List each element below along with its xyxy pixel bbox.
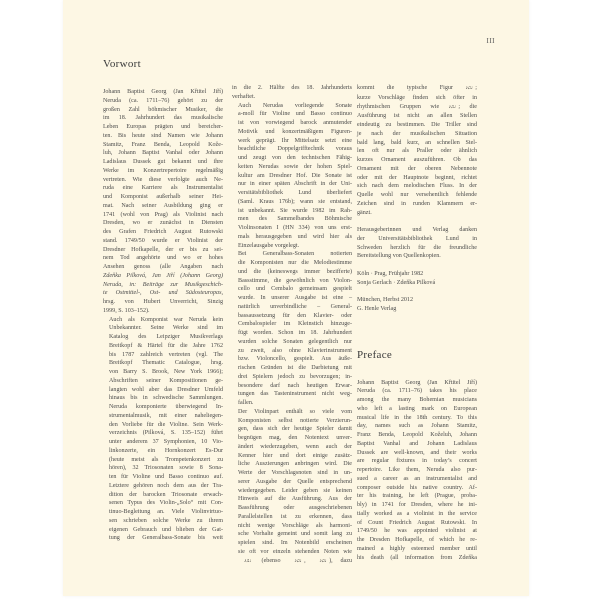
text-line: sued a career as an instrumentalist and xyxy=(357,475,477,482)
text-line: 1749/50 he was appointed violinist at xyxy=(357,528,477,535)
text-line: Ornament mit der oberen Nebennote xyxy=(357,165,477,172)
text-line: are regular fixtures in today’s concert xyxy=(357,458,477,465)
text-line: Zeichen sind in runden Klammern er- xyxy=(357,200,477,207)
text-line: stand. 1749/50 wurde er Violinist der xyxy=(103,237,223,244)
text-line: Stamitz, Franz Benda, Leopold Kože- xyxy=(103,141,223,148)
text-line: tungen das Tasteninstrument nicht weg- xyxy=(238,391,352,398)
text-line: Auch Nerudas vorliegende Sonate xyxy=(238,102,352,109)
text-line: Dresden, wo er zunächst in Diensten xyxy=(103,220,223,227)
text-line: dition der barocken Triosonate erwach- xyxy=(109,491,223,498)
text-line: G. Henle Verlag xyxy=(357,305,397,312)
text-line: fallen. xyxy=(238,400,254,406)
text-line: linkonzerte, ein Hornkonzert Es-Dur xyxy=(109,447,223,454)
text-line: bly) in 1741 for Dresden, where he ini- xyxy=(357,502,477,508)
text-line: in die 2. Hälfte des 18. Jahrhunderts xyxy=(232,85,352,91)
text-line: Johann Baptist Georg (Jan Křtitel Jiří) xyxy=(103,89,223,95)
text-line: bis 1787 zahlreich vertreten (vgl. The xyxy=(109,351,223,358)
text-line: len oft nur als Praller oder ähnlich xyxy=(357,148,477,155)
text-line: ♪♫♩ (ebenso ♪♫♩, ♪♫♩), dazu xyxy=(232,557,352,567)
text-line: hrsg. von Hubert Unverricht, Sinzig xyxy=(103,299,223,305)
text-line: Motivik und konzertmäßigem Figuren- xyxy=(238,128,352,135)
text-line: Katalog des Leipziger Musikverlags xyxy=(109,334,223,340)
text-line: tung der Generalbass-Sonate bis weit xyxy=(109,535,223,542)
music-notation-icon: ♪♫♩ xyxy=(448,104,459,110)
text-line: die Komponisten nur die Melodiestimme xyxy=(238,260,352,266)
text-line: (Saml. Kraus 176b); wann sie entstand, xyxy=(238,198,352,205)
text-line: kommt die typische Figur ♪♫♩; xyxy=(357,84,477,94)
text-line: the Dresden Hofkapelle, of which he re- xyxy=(357,537,477,543)
signature-editors xyxy=(357,270,477,288)
text-line: Bei Generalbass-Sonaten notierten xyxy=(238,251,352,258)
text-line: day, names such as Johann Stamitz, xyxy=(357,423,477,430)
text-line: unter anderem 37 Symphonien, 10 Vio- xyxy=(109,439,223,445)
text-line: fügt worden. Schon im 18. Jahrhundert xyxy=(238,330,352,336)
text-line: und die (keineswegs immer bezifferte) xyxy=(238,268,352,275)
text-line: zu zweit, also ohne Klavierinstrument xyxy=(238,347,352,354)
text-line: Dresdner Hofkapelle, der er bis zu sei- xyxy=(103,246,223,253)
text-line: ten. Bis heute sind Namen wie Johann xyxy=(103,132,223,139)
text-line: repertoire. Like them, Neruda also pur- xyxy=(357,467,477,473)
paragraph-preface-1 xyxy=(357,379,477,563)
text-line: sich nach dem melodischen Fluss. In der xyxy=(357,183,477,190)
paragraph-vorwort-1 xyxy=(103,88,223,316)
text-line: Komponisten selbst notierte Verzierun- xyxy=(238,417,352,424)
text-line: ruda eine Karriere als Instrumentalist xyxy=(103,185,223,192)
music-notation-icon: ♪♫♩ xyxy=(244,558,254,564)
text-line: besondere darf nach heutigen Erwar- xyxy=(238,382,352,389)
text-line: Violinsonaten I (HN 334) von uns erst- xyxy=(238,225,352,231)
text-line: versitätsbibliothek Lund überliefert xyxy=(238,190,352,196)
text-line: eigenen Gebrauch und blieben der Gat- xyxy=(109,526,223,533)
text-line: von Barry S. Brook, New York 1966); xyxy=(109,369,223,375)
text-line: kultur am Dresdner Hof. Die Sonate ist xyxy=(238,172,352,179)
text-line: kurze Vorschläge finden sich öfter in xyxy=(357,94,477,101)
text-line: musical life in the 18th century. To this xyxy=(357,414,477,421)
text-line: Ansehen genoss (alle Angaben nach xyxy=(103,264,223,270)
text-line: Abschriften seiner Kompositionen ge- xyxy=(109,377,223,384)
text-line: senen Typus des Violin-„Solo“ mit Con- xyxy=(109,500,223,507)
text-line: bald lang, bald kurz, an schnellen Stel- xyxy=(357,139,477,146)
heading-vorwort: Vorwort xyxy=(103,58,141,70)
text-line: ist unbekannt. Sie wurde 1982 im Rah- xyxy=(238,207,352,214)
text-line: werk geprägt. Ihr Mittelsatz setzt eine xyxy=(238,137,352,144)
text-line: begnügen mag, den Notentext unver- xyxy=(238,435,352,441)
text-line: hören), 32 Triosonaten sowie 8 Sona- xyxy=(109,465,223,472)
text-line: spielen sind. Im Notenbild erscheinen xyxy=(238,540,352,546)
text-line: Johann Baptist Georg (Jan Křtitel Jiří) xyxy=(357,379,477,386)
text-line: Ladislaus Dussek gut bekannt und ihre xyxy=(103,159,223,165)
text-line: beachtliche Doppelgrifftechnik voraus xyxy=(238,146,352,153)
text-line: im 18. Jahrhundert das musikalische xyxy=(103,115,223,122)
text-line: Leben Europas prägten und bereicher- xyxy=(103,124,223,130)
text-line: sie oft vor einzeln stehenden Noten wie xyxy=(238,548,352,555)
text-line: Breitkopf & Härtel für die Jahre 1762 xyxy=(109,342,223,349)
text-line: Breitkopf Thematic Catalogue, hrsg. xyxy=(109,360,223,367)
text-line: gänzt. xyxy=(357,209,372,216)
text-line: vertreten. Wie diese verfolgte auch Ne- xyxy=(103,176,223,183)
text-line: ten für Violine und Basso continuo auf. xyxy=(109,474,223,480)
text-line: men des Sammelbandes Böhmische xyxy=(238,216,352,223)
text-line: Cembalospieler im Kleinstich hinzuge- xyxy=(238,321,352,328)
text-line: Ausführung ist nicht an allen Stellen xyxy=(357,113,477,120)
text-line: keiten Nerudas sowie der hohen Spiel- xyxy=(238,163,352,170)
paragraph-vorwort-4 xyxy=(232,250,352,408)
text-line: des Grafen Friedrich August Rutowski xyxy=(103,229,223,235)
text-line: ist von vorwiegend barock anmutender xyxy=(238,120,352,126)
text-line: Kenner hier und dort einige zusätz- xyxy=(238,452,352,459)
paragraph-vorwort-5-cont xyxy=(357,84,477,217)
text-line: 1741 (wohl von Prag) als Violinist nach xyxy=(103,211,223,218)
text-line: und zeugt von den technischen Fähig- xyxy=(238,155,352,161)
text-line: gen, dass sich der heutige Spieler damit xyxy=(238,426,352,433)
paragraph-acknowledgement xyxy=(357,226,477,261)
paragraph-vorwort-2-cont xyxy=(232,84,352,102)
text-line: ter his training, he left (Prague, proba- xyxy=(357,493,477,500)
text-line: nur in einer späten Abschrift in der Uni- xyxy=(238,181,352,188)
text-line: Auch als Komponist war Neruda kein xyxy=(109,316,223,323)
text-line: Parallelstellen ist zu erkennen, dass xyxy=(238,513,352,520)
text-line: nem Tod angehörte und wo er hohes xyxy=(103,255,223,262)
text-line: verzeichnis (Pilková, S. 135–152) führt xyxy=(109,430,223,437)
text-line: natürlich unverbindliche – General- xyxy=(238,303,352,310)
text-line: Letztere gehören noch dem aus der Tra- xyxy=(109,482,223,489)
text-line: Neruda, in: Beiträge zur Musikgeschich- xyxy=(103,281,223,288)
text-line: je nach der musikalischen Situation xyxy=(357,130,477,137)
text-line: among the many Bohemian musicians xyxy=(357,397,477,403)
text-line: Baptist Vanhal and Johann Ladislaus xyxy=(357,440,477,447)
text-line: ändert wiederzugeben, wenn auch der xyxy=(238,443,352,450)
text-line: bzw. Violoncello, gespielt. Aus äuße- xyxy=(238,356,352,363)
text-line: a-moll für Violine und Basso continuo xyxy=(238,111,352,118)
text-line: te Ostmittel-, Ost- und Südosteuropas, xyxy=(103,290,223,297)
text-line: Hinweis auf die Ausführung. Aus der xyxy=(238,496,352,503)
column-1 xyxy=(103,57,223,543)
text-line: Franz Benda, Leopold Koželuh, Johann xyxy=(357,432,477,438)
text-line: mat. Nach seiner Ausbildung ging er xyxy=(103,202,223,209)
text-line: composer outside his native country. Af- xyxy=(357,484,477,491)
text-line: serer Ausgabe der Quelle entsprechend xyxy=(238,478,352,485)
text-line: Herausgeberinnen und Verlag danken xyxy=(357,227,477,233)
signature-publisher xyxy=(357,296,477,314)
text-line: 1999, S. 103–152). xyxy=(103,307,150,314)
music-notation-icon: ♪♫♩ xyxy=(319,558,330,564)
text-line: Werke im Konzertrepertoire regelmäßig xyxy=(103,167,223,174)
text-line: oder mit der Hauptnote beginnt, richtet xyxy=(357,174,477,181)
text-line: eindeutig zu bestimmen. Die Triller sind xyxy=(357,122,477,128)
text-line: rhythmischen Gruppen wie ♪♫♩; die xyxy=(357,103,477,113)
text-line: Der Violinpart enthält so viele vom xyxy=(238,408,352,415)
page-number: III xyxy=(486,37,495,45)
text-line: his death (all information from Zdeňka xyxy=(357,554,477,561)
text-line: Bassführung oder ausgeschriebenen xyxy=(238,505,352,511)
text-line: Bassstimme, die gewöhnlich von Violon- xyxy=(238,277,352,284)
text-line: tinuo-Begleitung an. Viele Violinvirtuo- xyxy=(109,509,223,515)
text-line: liche Auszierungen anbringen wird. Die xyxy=(238,461,352,468)
music-notation-icon: ♪♫♩ xyxy=(465,86,476,91)
text-line: strumentalmusik, mit einer naheliegen- xyxy=(109,412,223,419)
text-line: Sonja Gerlach · Zdeňka Pilková xyxy=(357,279,436,286)
column-2 xyxy=(232,84,352,566)
text-line: und Komponist außerhalb seiner Hei- xyxy=(103,194,223,200)
text-line: nicht wenige Vorschläge als harmoni- xyxy=(238,522,352,529)
text-line: Dussek are well-known, and their works xyxy=(357,449,477,456)
text-line: Neruda (ca. 1711–76) takes his place xyxy=(357,388,477,395)
text-line: München, Herbst 2012 xyxy=(357,297,414,303)
text-line: Unbekannter. Seine Werke sind im xyxy=(109,325,223,332)
text-line: Neruda (ca. 1711–76) gehört zu der xyxy=(103,97,223,104)
text-line: sen schrieben solche Werke zu ihrem xyxy=(109,517,223,524)
text-line: wiedergegeben. Leider geben sie keinen xyxy=(238,487,352,494)
text-line: Köln · Prag, Frühjahr 1982 xyxy=(357,270,424,277)
text-line: den Vorliebe für die Violine. Sein Werk- xyxy=(109,421,223,428)
text-line: großen Zahl böhmischer Musiker, die xyxy=(103,106,223,113)
text-line: langten wohl aber das Dresdner Umfeld xyxy=(109,386,223,393)
text-line: wurden solche Sonaten gelegentlich nur xyxy=(238,338,352,345)
text-line: tially worked as a violinist in the service xyxy=(357,510,477,517)
text-line: Schweden herzlich für die freundliche xyxy=(357,244,477,251)
text-line: cello und Cembalo gemeinsam gespielt xyxy=(238,286,352,293)
text-line: luh, Johann Baptist Vanhal oder Johann xyxy=(103,150,223,157)
paragraph-vorwort-2 xyxy=(103,316,223,544)
heading-preface: Preface xyxy=(357,348,393,361)
column-3 xyxy=(357,84,477,562)
text-line: wurde. In unserer Ausgabe ist eine – xyxy=(238,295,352,301)
text-line: der Universitätsbibliothek Lund in xyxy=(357,235,477,242)
text-line: mals herausgegeben und wird hier als xyxy=(238,233,352,240)
text-line: Quelle wohl nur versehentlich fehlende xyxy=(357,192,477,198)
text-line: sche Vorhalte gemeint und somit lang zu xyxy=(238,531,352,538)
text-line: Zdeňka Pilková, Jan Jiří (Johann Georg) xyxy=(103,272,223,279)
text-line: Werte der Vorschlagsnoten sind in un- xyxy=(238,470,352,476)
text-line: Neruda komponierte überwiegend In- xyxy=(109,404,223,410)
music-notation-icon: ♪♫♩ xyxy=(294,558,305,564)
text-line: rischen Gründen ist die Darbietung mit xyxy=(238,365,352,371)
text-line: who left a lasting mark on European xyxy=(357,405,477,412)
text-line: (heute meist als Trompetenkonzert zu xyxy=(109,456,223,463)
text-line: of Count Friedrich August Rutowski. In xyxy=(357,519,477,526)
text-line: kurzes Ornament auszuführen. Ob das xyxy=(357,157,477,163)
text-line: Einzelausgabe vorgelegt. xyxy=(238,242,300,249)
paragraph-vorwort-5 xyxy=(232,408,352,567)
text-line: verhaftet. xyxy=(232,93,256,100)
text-line: bassaussetzung für den Klavier- oder xyxy=(238,312,352,319)
text-line: Bereitstellung von Quellenkopien. xyxy=(357,253,441,260)
text-line: mained a highly esteemed member until xyxy=(357,545,477,552)
text-line: drei Spielern jedoch zu bevorzugen; in- xyxy=(238,373,352,380)
paragraph-vorwort-3 xyxy=(232,102,352,251)
text-line: hinaus bis in schwedische Sammlungen. xyxy=(109,395,223,402)
